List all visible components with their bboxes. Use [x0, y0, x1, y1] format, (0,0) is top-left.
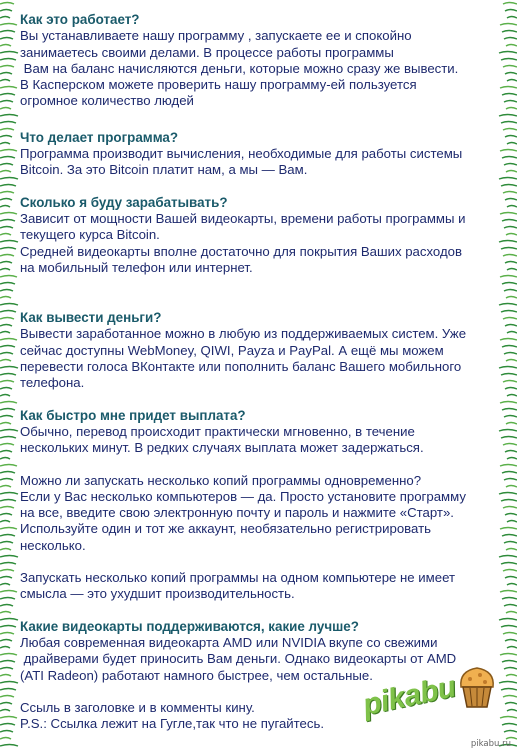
section-multiple-copies — [20, 473, 498, 554]
text-line: Обычно, перевод происходит практически мгновенно, в течение — [20, 423, 415, 439]
text-line: нескольких минут. В редких случаях выплата может задержаться. — [20, 440, 424, 456]
section-heading: Как это работает? — [20, 12, 140, 27]
text-line: Вы устанавливаете нашу программу , запускаете ее и спокойно — [20, 28, 412, 44]
text-line: сейчас доступны WebMoney, QIWI, Payza и PayPal. А ещё мы можем — [20, 342, 444, 358]
text-line: Вам на баланс начисляются деньги, которые можно сразу же вывести. — [20, 60, 459, 76]
text-line: занимаетесь своими делами. В процессе работы программы — [20, 44, 394, 60]
text-line: Вывести заработанное можно в любую из поддерживаемых систем. Уже — [20, 326, 467, 342]
text-line: Ссыль в заголовке и в комменты кину. — [20, 699, 255, 715]
text-line: Зависит от мощности Вашей видеокарты, времени работы программы и — [20, 210, 466, 226]
section-earnings — [20, 195, 498, 276]
text-line: Запускать несколько копий программы на одном компьютере не имеет — [20, 570, 456, 586]
section-heading: Какие видеокарты поддерживаются, какие лучше? — [20, 618, 359, 634]
text-line: Программа производит вычисления, необходимые для работы системы — [20, 146, 463, 162]
text-line: огромное количество людей — [20, 93, 194, 109]
text-line: драйверами будет приносить Вам деньги. Однако видеокарты от AMD — [20, 651, 457, 667]
logo-text: pikabu — [359, 670, 459, 723]
pikabu-logo — [359, 663, 503, 733]
text-line: P.S.: Ссылка лежит на Гугле,так что не пугайтесь. — [20, 716, 325, 732]
section-withdraw — [20, 310, 498, 391]
decorative-border-left — [0, 0, 22, 751]
text-line: Используйте один и тот же аккаунт, необязательно регистрировать — [20, 521, 431, 537]
decorative-border-right — [495, 0, 517, 751]
article-body — [20, 12, 498, 748]
site-credit: pikabu.ru — [470, 739, 511, 749]
text-line: (ATI Radeon) работают намного быстрее, чем остальные. — [20, 667, 373, 683]
section-how-it-works — [20, 12, 498, 110]
text-line: перевести голоса ВКонтакте или пополнить баланс Вашего мобильного — [20, 359, 462, 375]
section-heading: Как вывести деньги? — [20, 310, 162, 326]
text-line: телефона. — [20, 375, 85, 391]
text-line: на все, введите свою электронную почту и пароль и нажмите «Старт». — [20, 505, 454, 521]
text-line: Bitcoin. За это Bitcoin платит нам, а мы — Вам. — [20, 162, 308, 178]
section-heading: Сколько я буду зарабатывать? — [20, 194, 228, 210]
text-line: Любая современная видеокарта AMD или NVIDIA вкупе со свежими — [20, 634, 438, 650]
section-payout-speed — [20, 408, 498, 457]
section-heading: Что делает программа? — [20, 129, 179, 145]
text-line: на мобильный телефон или интернет. — [20, 259, 253, 275]
cupcake-icon — [455, 663, 499, 711]
section-what-program-does — [20, 130, 498, 179]
text-line: В Касперском можете проверить нашу программу-ей пользуется — [20, 77, 417, 93]
section-heading: Как быстро мне придет выплата? — [20, 407, 246, 423]
text-line: текущего курса Bitcoin. — [20, 227, 160, 243]
text-line: несколько. — [20, 537, 86, 553]
text-line: Если у Вас несколько компьютеров — да. Просто установите программу — [20, 488, 466, 504]
text-line: Средней видеокарты вполне достаточно для покрытия Ваших расходов — [20, 243, 462, 259]
section-one-computer — [20, 570, 498, 603]
text-line: Можно ли запускать несколько копий программы одновременно? — [20, 472, 422, 488]
text-line: смысла — это ухудшит производительность. — [20, 586, 295, 602]
